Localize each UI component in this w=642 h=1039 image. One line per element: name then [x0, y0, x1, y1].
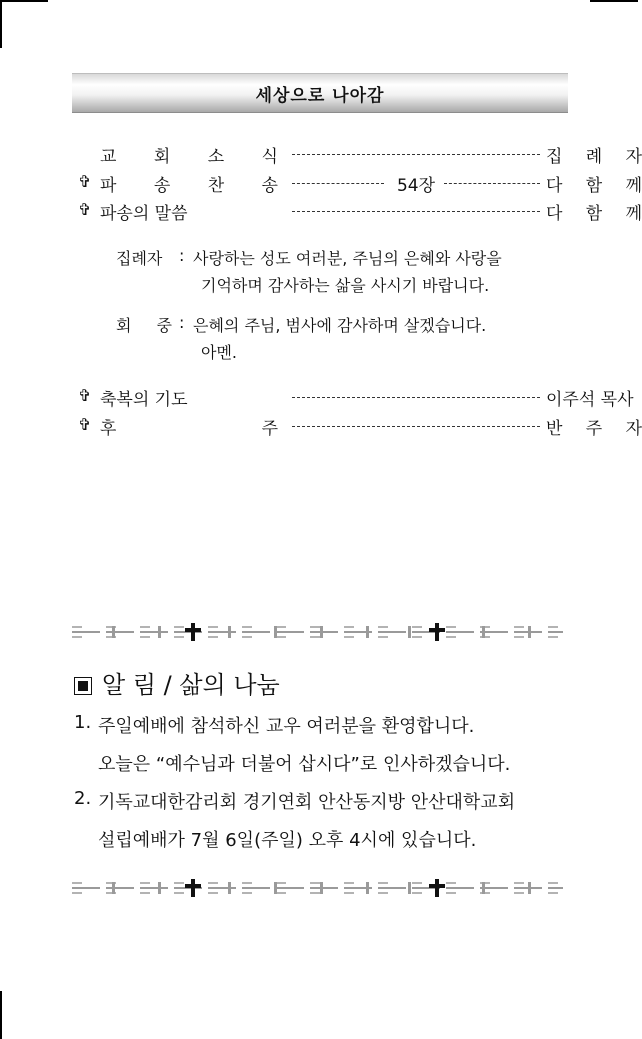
order-label: 축복의 기도: [100, 390, 188, 410]
order-who: 집 례 자: [546, 147, 642, 167]
response-who: 집례자: [116, 249, 163, 268]
response-line: 사랑하는 성도 여러분, 주님의 은혜와 사랑을: [193, 249, 502, 268]
order-who: 다 함 께: [546, 204, 642, 224]
square-bullet-icon: [74, 677, 92, 695]
notice-item: 1. 주일예배에 참석하신 교우 여러분을 환영합니다. 오늘은 “예수님과 더불어 삽시다”로 인사하겠습니다.: [74, 712, 511, 775]
order-label: 교 회 소 식: [100, 147, 278, 167]
crop-mark-top-left-h: [0, 0, 48, 2]
order-label: 후 주: [100, 419, 278, 439]
order-who: 다 함 께: [546, 176, 642, 196]
leader-dashes: [292, 183, 384, 184]
notice-line: 기독교대한감리회 경기연회 안산동지방 안산대학교회: [98, 792, 516, 813]
notice-line: 오늘은 “예수님과 더불어 삽시다”로 인사하겠습니다.: [98, 754, 511, 775]
notice-title: 알 림 / 삶의 나눔: [74, 665, 280, 700]
response-congregation: 회 중 : 은혜의 주님, 범사에 감사하며 살겠습니다. 아멘.: [116, 313, 562, 369]
response-line: 은혜의 주님, 범사에 감사하며 살겠습니다.: [193, 316, 487, 335]
notice-line: 설립예배가 7월 6일(주일) 오후 4시에 있습니다.: [98, 830, 477, 851]
crop-mark-bottom-left: [0, 991, 2, 1039]
section-title: 세상으로 나아감: [255, 85, 385, 106]
order-row-hymn: [78, 171, 642, 197]
leader-dashes: [292, 426, 540, 427]
cross-icon: ✞: [78, 415, 92, 434]
section-title-bar: [72, 73, 568, 113]
order-row-postlude: [78, 414, 642, 440]
leader-dashes: [292, 211, 540, 212]
order-label: 파송의 말씀: [100, 204, 188, 224]
order-who: 이주석 목사: [546, 390, 634, 410]
crop-mark-top-left: [0, 0, 2, 48]
response-line: 아멘.: [201, 343, 237, 362]
leader-dashes: [444, 183, 540, 184]
order-label: 파 송 찬 송: [100, 176, 278, 196]
response-who: 회 중: [116, 316, 172, 335]
response-leader: 집례자 : 사랑하는 성도 여러분, 주님의 은혜와 사랑을 기억하며 감사하는 삶을 사시기 바랍니다.: [116, 246, 562, 302]
order-row-news: [78, 142, 642, 168]
cross-chain-divider: [72, 623, 563, 641]
cross-icon: ✞: [78, 386, 92, 405]
cross-chain-divider: [72, 879, 563, 897]
leader-dashes: [292, 397, 540, 398]
cross-icon: ✞: [78, 200, 92, 219]
notice-item: 2. 기독교대한감리회 경기연회 안산동지방 안산대학교회 설립예배가 7월 6일(주일) 오후 4시에 있습니다.: [74, 788, 516, 851]
leader-dashes: [292, 154, 540, 155]
hymn-number: 54장: [396, 176, 436, 196]
notice-line: 주일예배에 참석하신 교우 여러분을 환영합니다.: [98, 716, 475, 737]
order-row-benediction: [78, 385, 634, 411]
order-who: 반 주 자: [546, 419, 642, 439]
order-row-sending-word: [78, 199, 642, 225]
crop-mark-top-right: [590, 0, 638, 2]
cross-icon: ✞: [78, 172, 92, 191]
response-line: 기억하며 감사하는 삶을 사시기 바랍니다.: [201, 276, 490, 295]
